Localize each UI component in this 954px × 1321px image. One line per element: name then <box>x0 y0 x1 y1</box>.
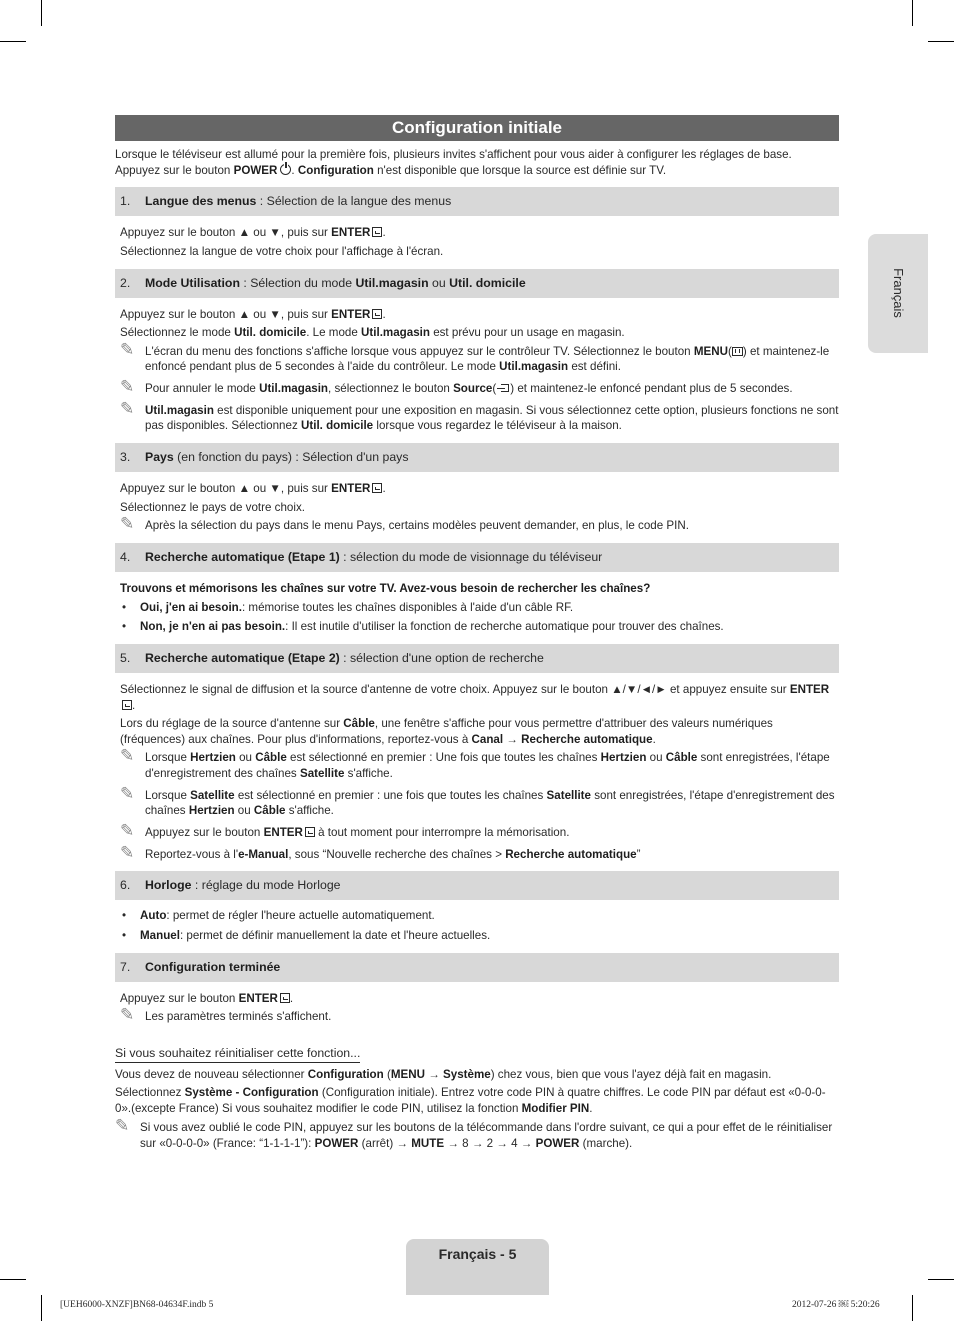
crop-mark <box>0 1279 26 1280</box>
section-header-menu-language: 1. Langue des menus : Sélection de la langue des menus <box>115 187 839 216</box>
reset-heading: Si vous souhaitez réinitialiser cette fonction... <box>115 1045 839 1062</box>
section-body-use-mode: Appuyez sur le bouton ▲ ou ▼, puis sur ENTER . Sélectionnez le mode Util. domicile. Le mode Util.magasin est prévu pour un usage en magasin. ✎ L'écran du menu des fonctions s'affiche lorsque vous appuyez sur le contrôleur TV. Sélectionnez le bouton MENU( ) et maintenez-le enfoncé pendant plus de 5 secondes à l'aide du contrôleur. Le mode Util.magasin est défini. ✎ Pour annuler le mode Util.magasin, sélectionnez le bouton Source( ) et maintenez-le enfoncé pendant plus de 5 secondes. ✎ Util.magasin est disponible uniquement pour une exposition en magasin. Si vous sélectionnez cette option, plusieurs fonctions ne sont pas disponibles. Sélectionnez Util. domicile lorsque vous regardez le téléviseur à la maison. <box>120 307 839 433</box>
enter-icon <box>122 700 132 710</box>
pencil-note-icon: ✎ <box>120 746 135 766</box>
page-number-tab <box>406 1239 549 1295</box>
section-header-setup-complete: 7. Configuration terminée <box>115 953 839 982</box>
crop-mark <box>0 41 26 42</box>
crop-mark <box>928 41 954 42</box>
crop-mark <box>912 1295 913 1321</box>
power-icon <box>280 164 291 175</box>
note: ✎ Util.magasin est disponible uniquement pour une exposition en magasin. Si vous sélectionnez cette option, plusieurs fonctions ne sont pas disponibles. Sélectionnez Util. domicile lorsque vous regardez le téléviseur à la maison. <box>120 398 839 433</box>
page-title: Configuration initiale <box>115 115 839 141</box>
enter-icon <box>372 309 382 319</box>
note: ✎ Si vous avez oublié le code PIN, appuyez sur les boutons de la télécommande dans l'ordre suivant, ce qui a pour effet de le réinitialiser sur «0-0-0-0» (France: “1-1-1-1”): POWER (arrêt) → MUTE → 8 → 2 → 4 → POWER (marche). <box>115 1116 833 1151</box>
section-body-country: Appuyez sur le bouton ▲ ou ▼, puis sur ENTER . Sélectionnez le pays de votre choix. ✎ Après la sélection du pays dans le menu Pays, certains modèles peuvent demander, en plus, le code PIN. <box>115 472 839 534</box>
enter-icon <box>372 483 382 493</box>
reset-body: Vous devez de nouveau sélectionner Configuration (MENU → Système) chez vous, bien que vous l'ayez déjà fait en magasin. Sélectionnez Système - Configuration (Configuration initiale). Entrez votre code PIN à quatre chiffres. Le code PIN par défaut est «0-0-0-0».(excepte France) Si vous souhaitez modifier le code PIN, utilisez la fonction Modifier PIN. ✎ Si vous avez oublié le code PIN, appuyez sur les boutons de la télécommande dans l'ordre suivant, ce qui a pour effet de le réinitialiser sur «0-0-0-0» (France: “1-1-1-1”): POWER (arrêt) → MUTE → 8 → 2 → 4 → POWER (marche). <box>115 1067 839 1151</box>
source-icon <box>496 384 510 393</box>
side-tab-label: Français <box>890 268 906 318</box>
crop-mark <box>912 0 913 26</box>
list-item: • Oui, j'en ai besoin.: mémorise toutes les chaînes disponibles à l'aide d'un câble RF. <box>122 600 574 614</box>
pencil-note-icon: ✎ <box>120 842 135 862</box>
intro-line: Lorsque le téléviseur est allumé pour la première fois, plusieurs invites s'affichent pour vous aider à configurer les réglages de base. <box>115 148 792 161</box>
crop-mark <box>41 0 42 26</box>
page-content <box>115 115 839 1158</box>
intro-text <box>115 147 839 178</box>
footer-timestamp: 2012-07-26 ￼ 5:20:26 <box>792 1300 880 1310</box>
note: ✎ Après la sélection du pays dans le menu Pays, certains modèles peuvent demander, en plus, le code PIN. <box>120 514 689 534</box>
section-body-auto-tuning-step1: Trouvons et mémorisons les chaînes sur votre TV. Avez-vous besoin de rechercher les chaînes? • Oui, j'en ai besoin.: mémorise toutes les chaînes disponibles à l'aide d'un câble RF. • Non, je n'en ai pas besoin.: Il est inutile d'utiliser la fonction de recherche automatique pour trouver des chaînes. <box>115 572 839 635</box>
section-body-setup-complete: Appuyez sur le bouton ENTER . ✎ Les paramètres terminés s'affichent. <box>115 982 839 1025</box>
pencil-note-icon: ✎ <box>115 1116 130 1136</box>
section-header-auto-tuning-step1: 4. Recherche automatique (Etape 1) : sélection du mode de visionnage du téléviseur <box>115 543 839 572</box>
section-header-clock: 6. Horloge : réglage du mode Horloge <box>115 871 839 900</box>
enter-icon <box>280 993 290 1003</box>
crop-mark <box>928 1279 954 1280</box>
section-header-country: 3. Pays (en fonction du pays) : Sélection d'un pays <box>115 443 839 472</box>
pencil-note-icon: ✎ <box>120 821 135 841</box>
note: ✎ Pour annuler le mode Util.magasin, sélectionnez le bouton Source( ) et maintenez-le enfoncé pendant plus de 5 secondes. <box>120 377 793 397</box>
section-header-auto-tuning-step2: 5. Recherche automatique (Etape 2) : sélection d'une option de recherche <box>115 644 839 673</box>
language-side-tab <box>868 234 928 353</box>
note: ✎ L'écran du menu des fonctions s'affiche lorsque vous appuyez sur le contrôleur TV. Sélectionnez le bouton MENU( ) et maintenez-le enfoncé pendant plus de 5 secondes à l'aide du contrôleur. Le mode Util.magasin est défini. <box>120 339 830 374</box>
menu-icon <box>732 347 743 356</box>
note: ✎ Appuyez sur le bouton ENTER à tout moment pour interrompre la mémorisation. <box>120 821 570 841</box>
pencil-note-icon: ✎ <box>120 377 135 397</box>
page-number: Français - 5 <box>438 1246 517 1262</box>
pencil-note-icon: ✎ <box>120 514 135 534</box>
note: ✎ Lorsque Satellite est sélectionné en premier : une fois que toutes les chaînes Satellite sont enregistrées, l'étape d'enregistrement des chaînes Hertzien ou Câble s'affiche. <box>120 783 835 818</box>
list-item: • Non, je n'en ai pas besoin.: Il est inutile d'utiliser la fonction de recherche automatique pour trouver des chaînes. <box>122 620 724 634</box>
list-item: • Manuel: permet de définir manuellement la date et l'heure actuelles. <box>122 928 491 942</box>
crop-mark <box>41 1295 42 1321</box>
note: ✎ Les paramètres terminés s'affichent. <box>120 1005 332 1025</box>
note: ✎ Lorsque Hertzien ou Câble est sélectionné en premier : Une fois que toutes les chaînes Hertzien ou Câble sont enregistrées, l'étape d'enregistrement des chaînes Satellite s'affiche. <box>120 746 830 781</box>
pencil-note-icon: ✎ <box>120 1005 135 1025</box>
enter-icon <box>372 227 382 237</box>
list-item: • Auto: permet de régler l'heure actuelle automatiquement. <box>122 909 435 923</box>
intro-line: Appuyez sur le bouton POWER . Configuration n'est disponible que lorsque la source est définie sur TV. <box>115 163 667 177</box>
pencil-note-icon: ✎ <box>120 783 135 803</box>
section-body-auto-tuning-step2: Sélectionnez le signal de diffusion et la source d'antenne de votre choix. Appuyez sur le bouton ▲/▼/◄/► et appuyez ensuite sur ENTER. Lors du réglage de la source d'antenne sur Câble, une fenêtre s'affiche pour vous permettre d'attribuer des valeurs numériques (fréquences) aux chaînes. Pour plus d'informations, reportez-vous à Canal → Recherche automatique. ✎ Lorsque Hertzien ou Câble est sélectionné en premier : Une fois que toutes les chaînes Hertzien ou Câble sont enregistrées, l'étape d'enregistrement des chaînes Satellite s'affiche. ✎ Lorsque Satellite est sélectionné en premier : une fois que toutes les chaînes Satellite sont enregistrées, l'étape d'enregistrement des chaînes Hertzien ou Câble s'affiche. ✎ Appuyez sur le bouton ENTER à tout moment pour interrompre la mémorisation. ✎ Reportez-vous à l'e-Manual, sous “Nouvelle recherche des chaînes > Recherche automatique” <box>115 673 839 862</box>
enter-icon <box>305 827 315 837</box>
section-body-clock <box>115 900 839 943</box>
section-header-use-mode: 2. Mode Utilisation : Sélection du mode Util.magasin ou Util. domicile <box>115 269 839 298</box>
footer-file-info: [UEH6000-XNZF]BN68-04634F.indb 5 <box>60 1300 214 1310</box>
pencil-note-icon: ✎ <box>120 339 135 359</box>
pencil-note-icon: ✎ <box>120 398 135 418</box>
note: ✎ Reportez-vous à l'e-Manual, sous “Nouvelle recherche des chaînes > Recherche automatique” <box>120 842 641 862</box>
section-body-menu-language: Appuyez sur le bouton ▲ ou ▼, puis sur ENTER . Sélectionnez la langue de votre choix pour l'affichage à l'écran. <box>120 226 444 258</box>
